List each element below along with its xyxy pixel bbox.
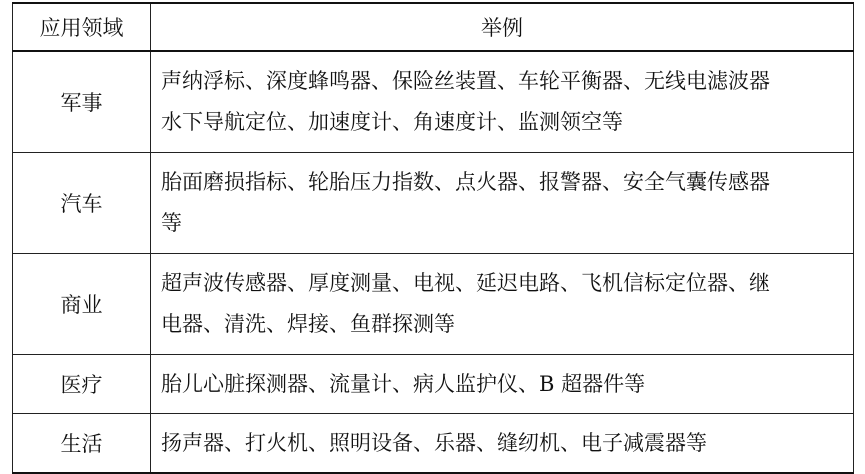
- header-examples: 举例: [151, 3, 854, 51]
- application-table: [12, 2, 854, 474]
- table-row: [13, 414, 854, 474]
- table-row: [13, 355, 854, 414]
- row-field-daily-life: 生活: [13, 414, 151, 474]
- row-examples-military: [151, 51, 854, 153]
- examples-line: 声纳浮标、深度蜂鸣器、保险丝装置、车轮平衡器、无线电滤波器: [161, 69, 770, 93]
- header-application-field: 应用领域: [13, 3, 151, 51]
- examples-line: 超声波传感器、厚度测量、电视、延迟电路、飞机信标定位器、继: [161, 271, 770, 295]
- row-examples-medical: [151, 355, 854, 414]
- row-field-military: 军事: [13, 51, 151, 153]
- table-row: [13, 51, 854, 153]
- application-table-container: [12, 2, 853, 474]
- row-examples-daily-life: [151, 414, 854, 474]
- row-field-medical: 医疗: [13, 355, 151, 414]
- examples-line: 胎儿心脏探测器、流量计、病人监护仪、B 超器件等: [161, 371, 646, 396]
- row-examples-automotive: [151, 153, 854, 254]
- row-field-commercial: 商业: [13, 254, 151, 355]
- examples-line: 电器、清洗、焊接、鱼群探测等: [161, 312, 455, 336]
- examples-line: 水下导航定位、加速度计、角速度计、监测领空等: [161, 110, 623, 134]
- table-row: [13, 254, 854, 355]
- table-header-row: [13, 3, 854, 51]
- examples-line: 扬声器、打火机、照明设备、乐器、缝纫机、电子减震器等: [161, 430, 707, 455]
- row-field-automotive: 汽车: [13, 153, 151, 254]
- row-examples-commercial: [151, 254, 854, 355]
- examples-line: 胎面磨损指标、轮胎压力指数、点火器、报警器、安全气囊传感器: [161, 170, 770, 194]
- examples-line: 等: [161, 211, 182, 235]
- table-row: [13, 153, 854, 254]
